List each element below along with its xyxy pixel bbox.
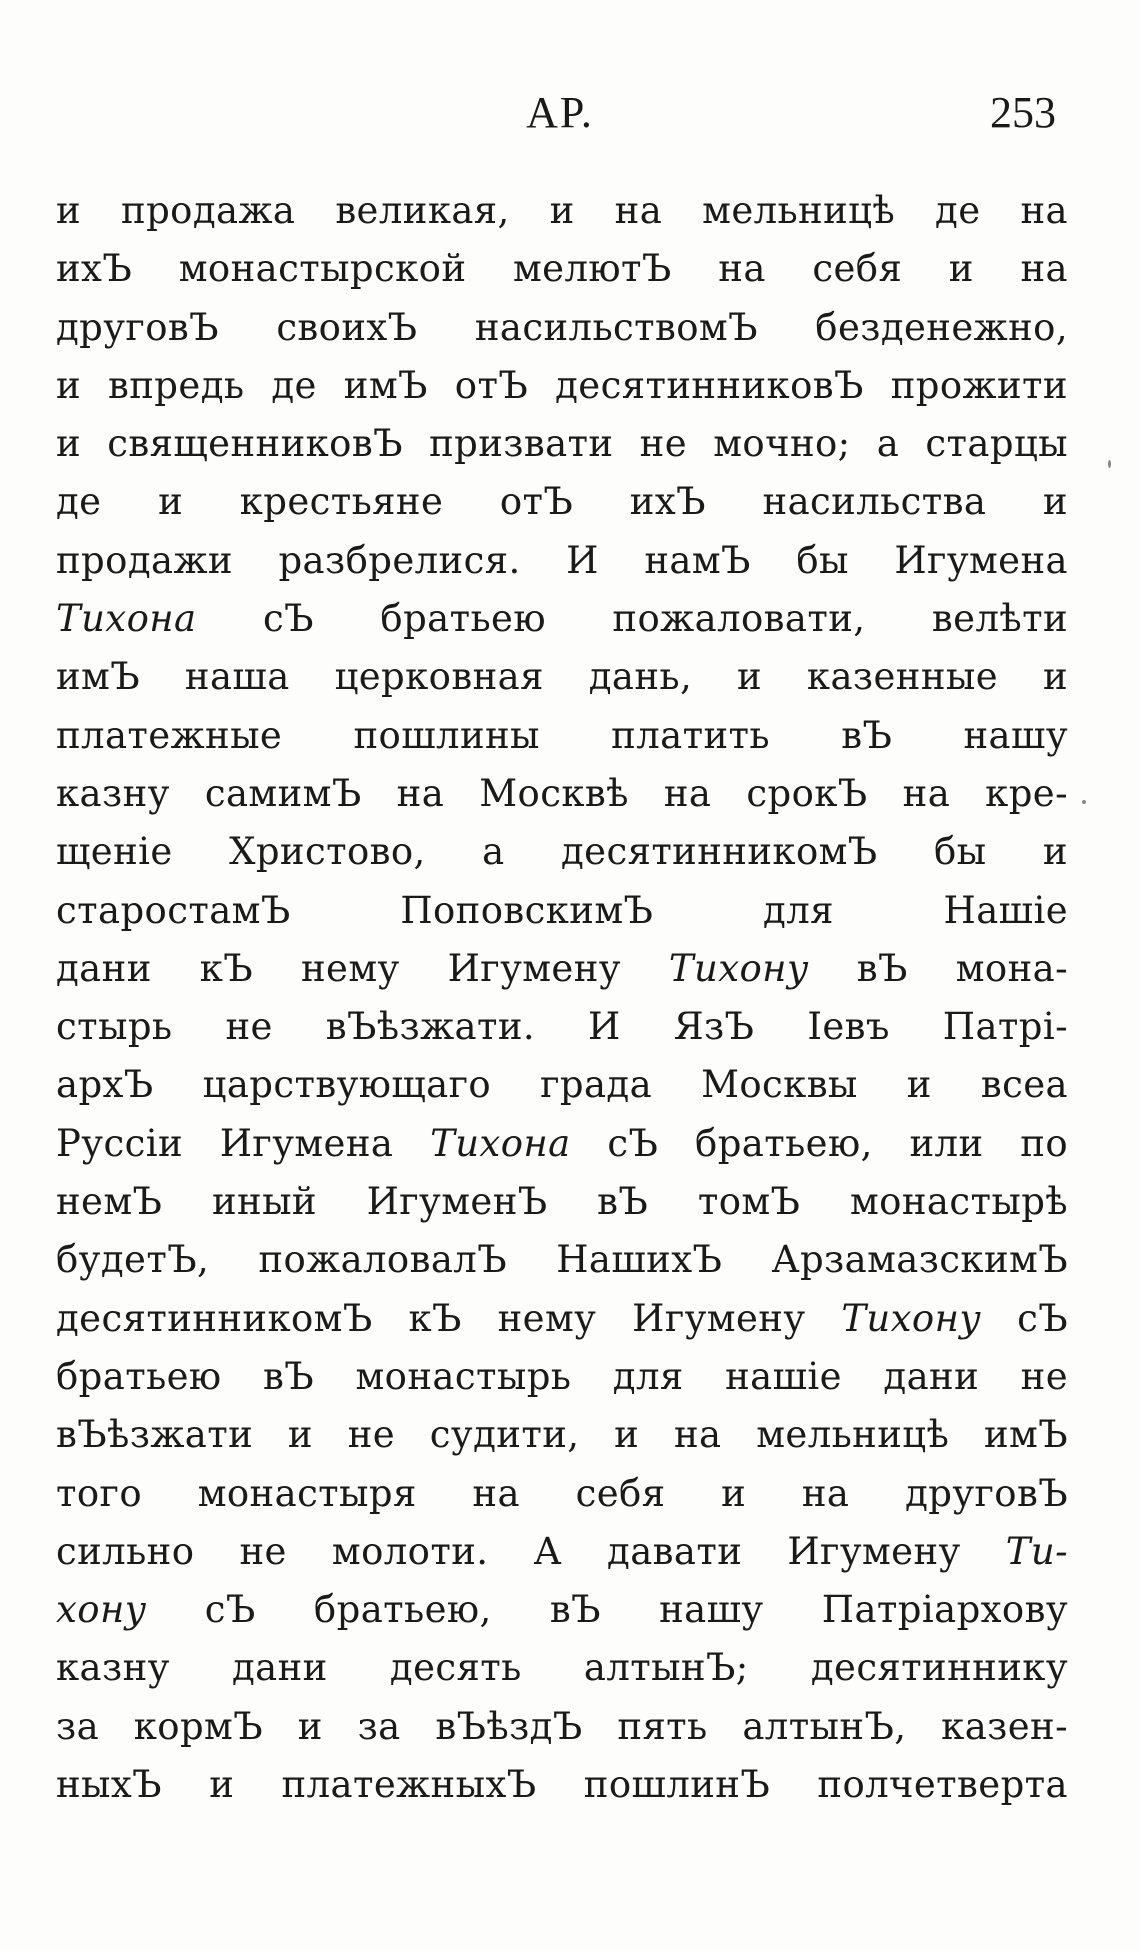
text-line xyxy=(56,1290,1068,1348)
text-line xyxy=(56,1348,1068,1406)
text-segment: друговЪ своихЪ насильствомЪ безденежно, xyxy=(56,305,1068,349)
text-line xyxy=(56,357,1068,415)
italic-name: Тихону xyxy=(841,1296,982,1340)
text-segment: архЪ царствующаго града Москвы и всеа xyxy=(56,1063,1068,1107)
text-line xyxy=(56,1115,1068,1173)
text-segment: за кормЪ и за вЪѣздЪ пять алтынЪ, казен- xyxy=(56,1704,1068,1748)
text-line xyxy=(56,1698,1068,1756)
text-segment: де и крестьяне отЪ ихЪ насильства и xyxy=(56,480,1068,524)
italic-name: хону xyxy=(56,1588,147,1632)
text-segment: старостамЪ ПоповскимЪ для Нашiе xyxy=(56,888,1068,932)
italic-name: Тихону xyxy=(668,946,809,990)
text-line xyxy=(56,823,1068,881)
page-header xyxy=(56,78,1064,148)
text-line xyxy=(56,998,1068,1056)
page-number: 253 xyxy=(990,88,1056,137)
text-line xyxy=(56,415,1068,473)
running-head: АР. xyxy=(526,88,594,137)
body-text xyxy=(56,182,1068,1814)
text-segment: платежные пошлины платить вЪ нашу xyxy=(56,713,1068,757)
text-line xyxy=(56,765,1068,823)
text-line xyxy=(56,707,1068,765)
text-segment: казну самимЪ на Москвѣ на срокЪ на кре- xyxy=(56,771,1068,815)
text-line xyxy=(56,648,1068,706)
text-segment: и продажа великая, и на мельницѣ де на xyxy=(56,189,1068,232)
text-line xyxy=(56,882,1068,940)
text-line xyxy=(56,532,1068,590)
text-segment: продажи разбрелися. И намЪ бы Игумена xyxy=(56,538,1068,582)
text-line xyxy=(56,182,1068,240)
text-line xyxy=(56,240,1068,298)
text-segment: ныхЪ и платежныхЪ пошлинЪ полчетверта xyxy=(56,1763,1068,1807)
text-segment: щенiе Христово, а десятинникомЪ бы и xyxy=(56,830,1068,874)
text-line xyxy=(56,1465,1068,1523)
text-line xyxy=(56,1231,1068,1289)
text-line xyxy=(56,1173,1068,1231)
italic-name: Тихона xyxy=(430,1121,571,1165)
text-line xyxy=(56,1056,1068,1114)
text-segment: ихЪ монастырской мелютЪ на себя и на xyxy=(56,247,1068,291)
text-line xyxy=(56,1639,1068,1697)
text-line xyxy=(56,299,1068,357)
text-segment: вЪѣзжати и не судити, и на мельницѣ имЪ xyxy=(56,1413,1068,1457)
italic-name: Ти- xyxy=(1005,1529,1068,1573)
text-line xyxy=(56,1523,1068,1581)
text-line xyxy=(56,473,1068,531)
text-segment: дани кЪ нему Игумену xyxy=(56,946,669,990)
text-segment: будетЪ, пожаловалЪ НашихЪ АрзамазскимЪ xyxy=(56,1238,1068,1282)
paper-speck xyxy=(1108,460,1111,468)
text-segment: сЪ братьею пожаловати, велѣти xyxy=(196,597,1068,641)
text-segment: имЪ наша церковная дань, и казенные и xyxy=(56,655,1068,699)
text-segment: десятинникомЪ кЪ нему Игумену xyxy=(56,1296,842,1340)
text-segment: сЪ xyxy=(981,1296,1068,1340)
paper-speck xyxy=(1082,800,1086,804)
text-segment: стырь не вЪѣзжати. И ЯзЪ Iевъ Патрi- xyxy=(56,1005,1068,1049)
text-line xyxy=(56,1581,1068,1639)
italic-name: Тихона xyxy=(56,597,197,641)
text-segment: того монастыря на себя и на друговЪ xyxy=(56,1471,1068,1515)
text-segment: сЪ братьею, или по xyxy=(570,1121,1068,1165)
text-line xyxy=(56,1756,1068,1814)
text-segment: и впредь де имЪ отЪ десятинниковЪ прожити xyxy=(56,363,1068,407)
text-segment: сильно не молоти. А давати Игумену xyxy=(56,1529,1006,1573)
text-line xyxy=(56,1406,1068,1464)
text-segment: казну дани десять алтынЪ; десятиннику xyxy=(56,1646,1068,1690)
text-segment: вЪ мона- xyxy=(808,946,1069,990)
text-segment: немЪ иный ИгуменЪ вЪ томЪ монастырѣ xyxy=(56,1180,1068,1224)
text-segment: Руссiи Игумена xyxy=(56,1121,431,1165)
text-segment: и священниковЪ призвати не мочно; а старцы xyxy=(56,422,1068,466)
text-segment: сЪ братьею, вЪ нашу Патрiархову xyxy=(146,1588,1068,1632)
text-segment: братьею вЪ монастырь для нашiе дани не xyxy=(56,1354,1068,1398)
text-line xyxy=(56,590,1068,648)
text-line xyxy=(56,940,1068,998)
